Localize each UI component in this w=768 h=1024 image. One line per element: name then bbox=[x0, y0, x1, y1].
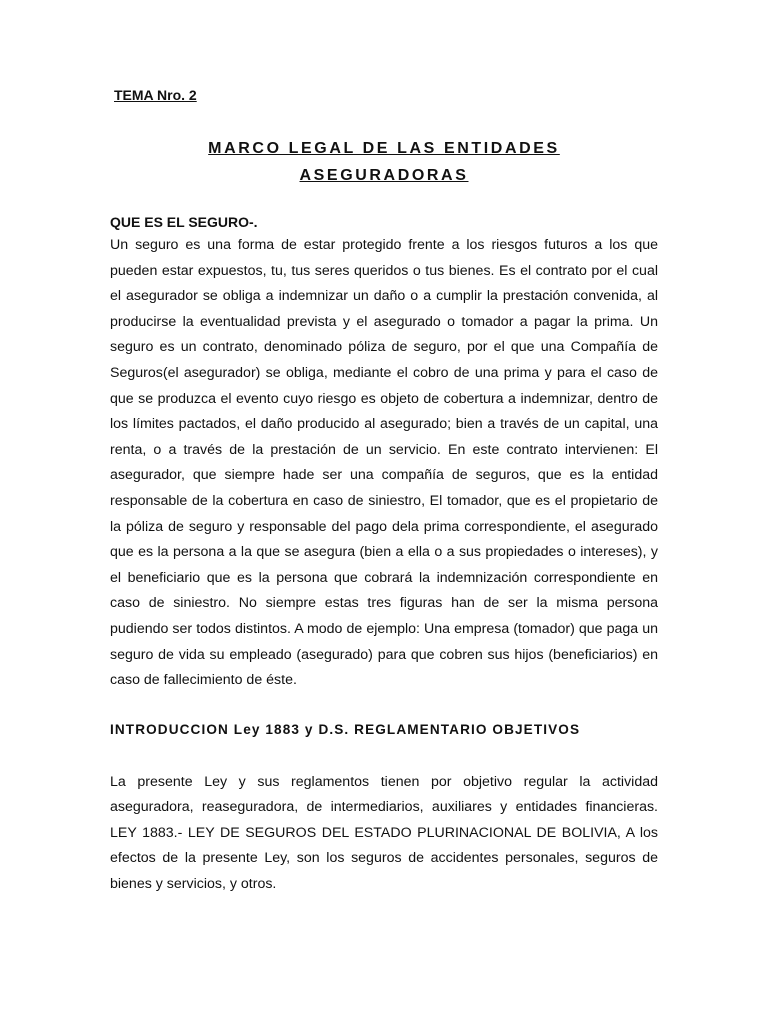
section-heading-introduccion: INTRODUCCION Ley 1883 y D.S. REGLAMENTARIO OBJETIVOS bbox=[110, 721, 581, 737]
document-page bbox=[110, 84, 658, 898]
section-paragraph-introduccion: La presente Ley y sus reglamentos tienen por objetivo regular la actividad aseguradora, reaseguradora, de intermediarios, auxiliares y entidades financieras. LEY 1883.- LEY DE SEGUROS DEL ESTADO PLURINACIONAL DE BOLIVIA, A los efectos de la presente Ley, son los seguros de accidentes personales, seguros de bienes y servicios, y otros. bbox=[110, 773, 658, 893]
section-paragraph-que-es-el-seguro: Un seguro es una forma de estar protegido frente a los riesgos futuros a los que pueden estar expuestos, tu, tus seres queridos o tus bienes. Es el contrato por el cual el asegurador se obliga a indemnizar un daño o a cumplir la prestación convenida, al producirse la eventualidad prevista y el asegurado o tomador a pagar la prima. Un seguro es un contrato, denominado póliza de seguro, por el que una Compañía de Seguros(el asegurador) se obliga, mediante el cobro de una prima y para el caso de que se produzca el evento cuyo riesgo es objeto de cobertura a indemnizar, dentro de los límites pactados, el daño producido al asegurado; bien a través de un capital, una renta, o a través de la prestación de un servicio. En este contrato intervienen: El asegurador, que siempre hade ser una compañía de seguros, que es la entidad responsable de la cobertura en caso de siniestro, El tomador, que es el propietario de la póliza de seguro y responsable del pago dela prima correspondiente, el asegurado que es la persona a la que se asegura (bien a ella o a sus propiedades o intereses), y el beneficiario que es la persona que cobrará la indemnización correspondiente en caso de siniestro. No siempre estas tres figuras han de ser la misma persona pudiendo ser todos distintos. A modo de ejemplo: Una empresa (tomador) que paga un seguro de vida su empleado (asegurado) para que cobren sus hijos (beneficiarios) en caso de fallecimiento de éste. bbox=[110, 237, 658, 689]
page-title bbox=[110, 135, 658, 189]
topic-number: TEMA Nro. 2 bbox=[114, 87, 197, 103]
page-title-line-1: MARCO LEGAL DE LAS ENTIDADES bbox=[208, 140, 560, 157]
page-title-line-2: ASEGURADORAS bbox=[299, 167, 469, 184]
section-heading-que-es-el-seguro: QUE ES EL SEGURO-. bbox=[110, 214, 258, 230]
